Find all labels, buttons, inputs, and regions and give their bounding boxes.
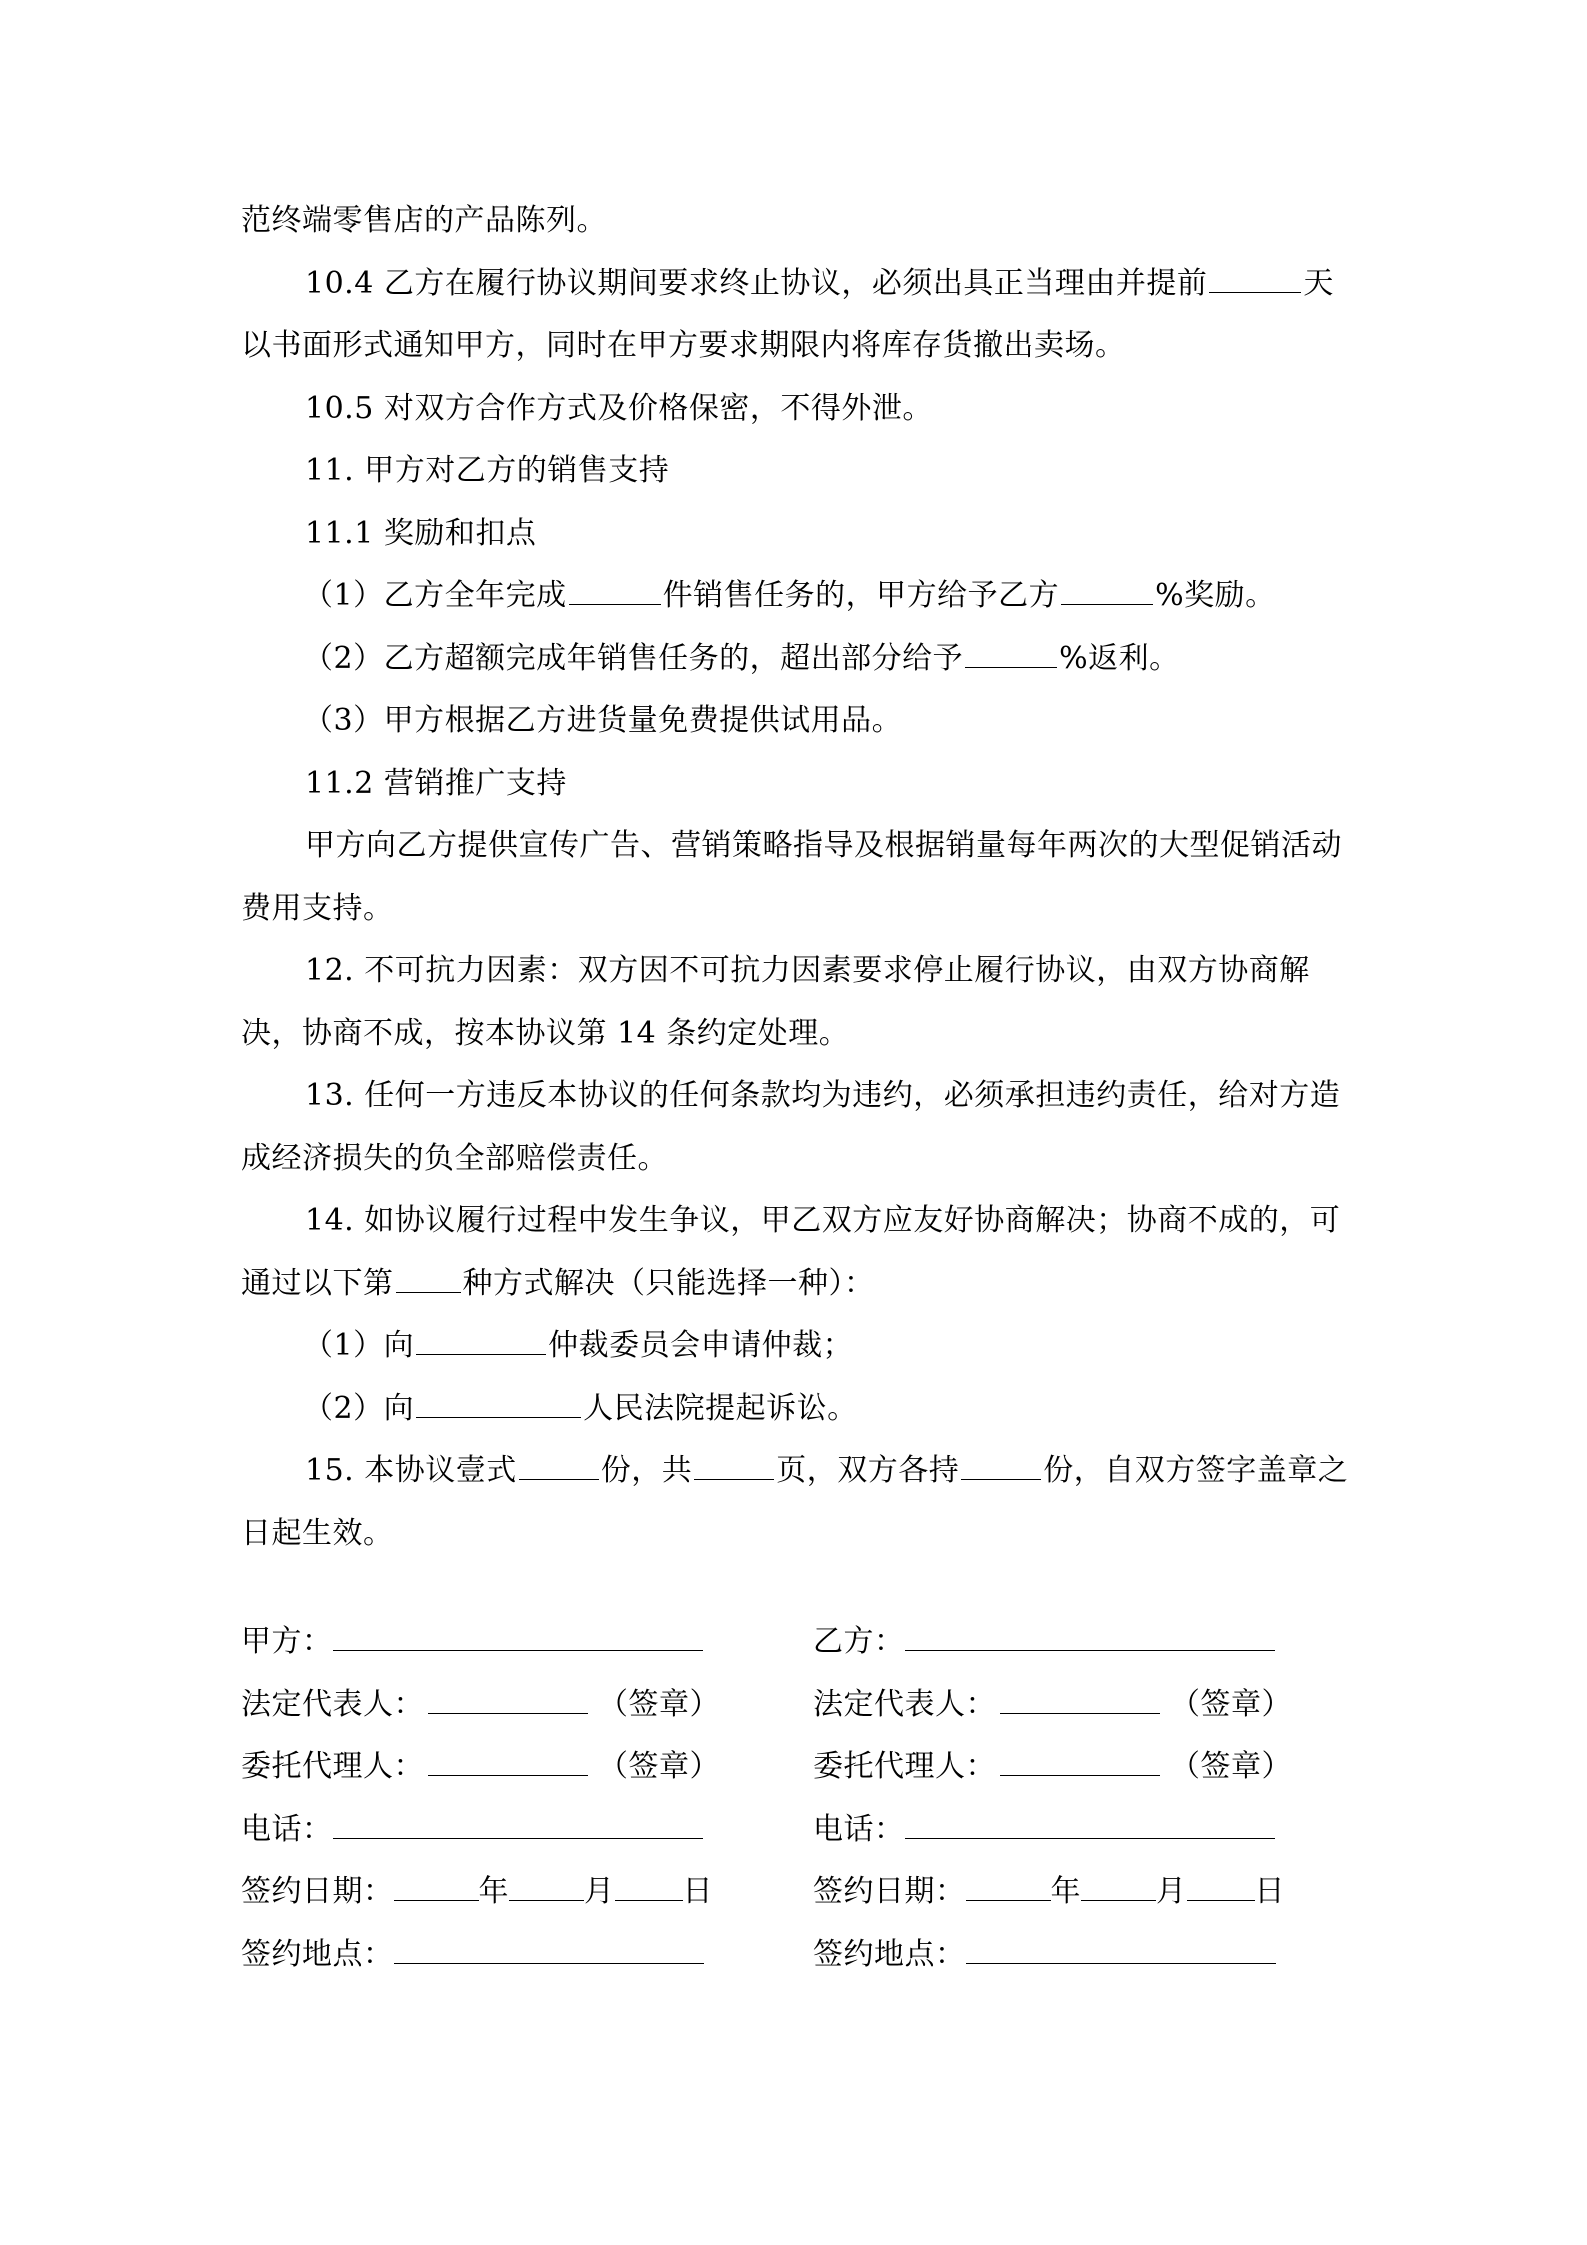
blank-copies[interactable] bbox=[519, 1449, 599, 1480]
heading-11-1: 11.1 奖励和扣点 bbox=[305, 515, 537, 551]
party-b-year-field[interactable] bbox=[966, 1870, 1051, 1901]
heading-11: 11. 甲方对乙方的销售支持 bbox=[305, 453, 670, 488]
blank-arbitration-committee[interactable] bbox=[416, 1324, 546, 1355]
party-a-phone-field[interactable] bbox=[333, 1808, 703, 1839]
party-a-legal-rep-row: 法定代表人： （签章） bbox=[241, 1674, 761, 1737]
party-a-legal-rep-field[interactable] bbox=[428, 1683, 588, 1714]
paragraph-10-4: 10.4 乙方在履行协议期间要求终止协议，必须出具正当理由并提前 天以书面形式通知甲方，同时在甲方要求期限内将库存货撤出卖场。 bbox=[241, 253, 1351, 378]
party-b-place-field[interactable] bbox=[966, 1933, 1276, 1964]
party-a-name-field[interactable] bbox=[333, 1620, 703, 1651]
blank-people-court[interactable] bbox=[416, 1387, 581, 1418]
party-a-agent-row: 委托代理人： （签章） bbox=[241, 1736, 761, 1799]
blank-copies-each[interactable] bbox=[961, 1449, 1041, 1480]
party-b-phone-field[interactable] bbox=[905, 1808, 1275, 1839]
item-11-1-2: （2）乙方超额完成年销售任务的，超出部分给予 %返利。 bbox=[241, 628, 1351, 691]
paragraph-12: 12. 不可抗力因素：双方因不可抗力因素要求停止履行协议，由双方协商解决，协商不成，按本协议第 14 条约定处理。 bbox=[241, 953, 1310, 1051]
item-14-2: （2）向 人民法院提起诉讼。 bbox=[241, 1378, 1351, 1441]
party-a-row: 甲方： bbox=[241, 1611, 761, 1674]
blank-dispute-method[interactable] bbox=[396, 1262, 461, 1293]
party-a-place-field[interactable] bbox=[394, 1933, 704, 1964]
party-b-name-field[interactable] bbox=[905, 1620, 1275, 1651]
signature-block-party-a bbox=[241, 1611, 761, 1986]
party-b-day-field[interactable] bbox=[1187, 1870, 1255, 1901]
blank-annual-tasks[interactable] bbox=[569, 574, 661, 605]
blank-notice-days[interactable] bbox=[1209, 262, 1301, 293]
contract-body bbox=[241, 190, 1351, 1565]
party-a-agent-field[interactable] bbox=[428, 1745, 588, 1776]
party-b-agent-row: 委托代理人： （签章） bbox=[813, 1736, 1333, 1799]
party-a-year-field[interactable] bbox=[394, 1870, 479, 1901]
signature-block-party-b bbox=[813, 1611, 1333, 1986]
paragraph-15: 15. 本协议壹式 份，共 页，双方各持 份，自双方签字盖章之日起生效。 bbox=[241, 1440, 1351, 1565]
paragraph-10-5: 10.5 对双方合作方式及价格保密，不得外泄。 bbox=[305, 390, 933, 426]
party-b-month-field[interactable] bbox=[1081, 1870, 1156, 1901]
party-b-phone-row: 电话： bbox=[813, 1799, 1333, 1862]
heading-11-2: 11.2 营销推广支持 bbox=[305, 765, 567, 801]
party-b-place-row: 签约地点： bbox=[813, 1924, 1333, 1987]
party-b-legal-rep-row: 法定代表人： （签章） bbox=[813, 1674, 1333, 1737]
party-a-day-field[interactable] bbox=[615, 1870, 683, 1901]
party-b-date-row: 签约日期： 年 月 日 bbox=[813, 1861, 1333, 1924]
party-a-month-field[interactable] bbox=[509, 1870, 584, 1901]
party-b-row: 乙方： bbox=[813, 1611, 1333, 1674]
party-b-legal-rep-field[interactable] bbox=[1000, 1683, 1160, 1714]
party-b-agent-field[interactable] bbox=[1000, 1745, 1160, 1776]
paragraph-14: 14. 如协议履行过程中发生争议，甲乙双方应友好协商解决；协商不成的，可通过以下第 种方式解决（只能选择一种）： bbox=[241, 1203, 1341, 1301]
party-a-place-row: 签约地点： bbox=[241, 1924, 761, 1987]
paragraph-11-2: 甲方向乙方提供宣传广告、营销策略指导及根据销量每年两次的大型促销活动费用支持。 bbox=[241, 828, 1342, 926]
item-11-1-3: （3）甲方根据乙方进货量免费提供试用品。 bbox=[303, 703, 903, 738]
blank-reward-percent[interactable] bbox=[1061, 574, 1153, 605]
blank-rebate-percent[interactable] bbox=[965, 637, 1057, 668]
paragraph-product-display: 范终端零售店的产品陈列。 bbox=[241, 203, 607, 238]
party-a-date-row: 签约日期： 年 月 日 bbox=[241, 1861, 761, 1924]
paragraph-13: 13. 任何一方违反本协议的任何条款均为违约，必须承担违约责任，给对方造成经济损失的负全部赔偿责任。 bbox=[241, 1078, 1341, 1176]
item-14-1: （1）向 仲裁委员会申请仲裁； bbox=[241, 1315, 1351, 1378]
item-11-1-1: （1）乙方全年完成 件销售任务的，甲方给予乙方 %奖励。 bbox=[241, 565, 1351, 628]
party-a-phone-row: 电话： bbox=[241, 1799, 761, 1862]
blank-pages[interactable] bbox=[694, 1449, 774, 1480]
